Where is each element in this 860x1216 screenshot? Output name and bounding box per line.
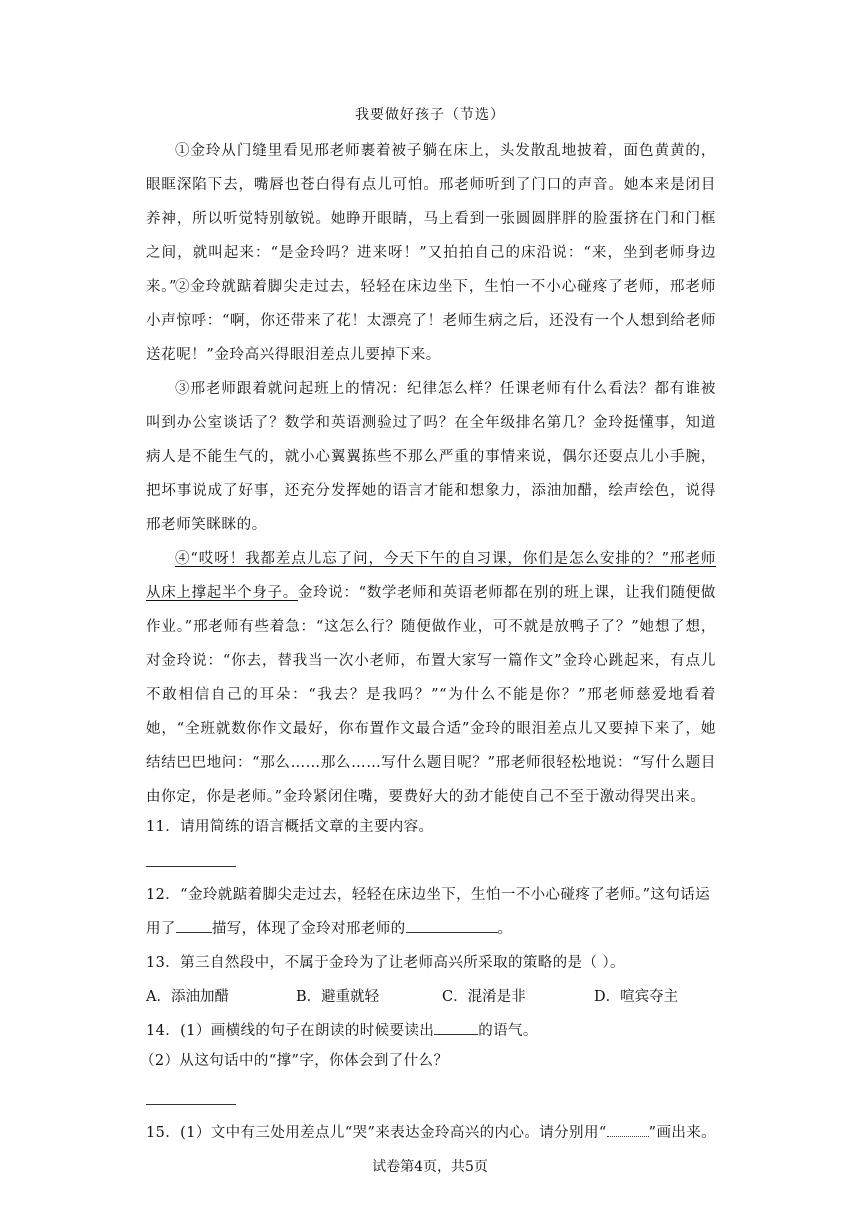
paragraph-1: ①金玲从门缝里看见邢老师裹着被子躺在床上，头发散乱地披着，面色黄黄的，眼眶深陷下去，嘴唇也苍白得有点儿可怕。邢老师听到了门口的声音。她本来是闭目养神，所以听觉特别敏锐。她睁开眼睛，马上看到一张圆圆胖胖的脸蛋挤在门和门框之间，就叫起来：“是金玲吗？进来呀！”又拍拍自己的床沿说：“来，坐到老师身边来。” bbox=[146, 143, 716, 295]
option-b[interactable]: B．避重就轻 bbox=[296, 989, 380, 1005]
question-13: 13．第三自然段中，不属于金玲为了让老师高兴所采取的策略的是（ ）。 bbox=[146, 955, 625, 971]
blank-12-a[interactable] bbox=[176, 918, 212, 933]
answer-line-14[interactable] bbox=[146, 1104, 236, 1105]
question-14-1 bbox=[146, 1014, 726, 1048]
question-15-text-a: 15．(1）文中有三处用差点儿“哭”来表达金玲高兴的内心。请分别用“ bbox=[146, 1125, 607, 1141]
page-footer: 试卷第4页，共5页 bbox=[372, 1159, 488, 1175]
question-12-text-a: 12．“金玲就踮着脚尖走过去，轻轻在床边坐下，生怕一不小心碰疼了老师。”这句话运用了 bbox=[146, 887, 711, 937]
paragraph-4 bbox=[146, 542, 716, 814]
option-a[interactable]: A．添油加醋 bbox=[146, 989, 229, 1005]
paragraph-4-rest: 金玲说：“数学老师和英语老师都在别的班上课，让我们随便做作业。”邢老师有些着急：“这怎么行？随便做作业，可不就是放鸭子了？”她想了想，对金玲说：“你去，替我当一次小老师，布置大家写一篇作文”金玲心跳起来，有点儿不敢相信自己的耳朵：“我去？是我吗？”“为什么不能是你？”邢老师慈爱地看着她，“全班就数你作文最好，你布置作文最合适”金玲的眼泪差点儿又要掉下来了，她结结巴巴地问：“那么……那么……写什么题目呢？”邢老师很轻松地说：“写什么题目由你定，你是老师。”金玲紧闭住嘴，要费好大的劲才能使自己不至于激动得哭出来。 bbox=[146, 585, 716, 805]
marking-sample bbox=[607, 1122, 649, 1137]
question-15-text-b: ”画出来。 bbox=[648, 1125, 717, 1141]
option-c[interactable]: C．混淆是非 bbox=[442, 989, 526, 1005]
question-12 bbox=[146, 878, 718, 946]
option-d[interactable]: D．喧宾夺主 bbox=[594, 989, 679, 1005]
question-14-1-text-b: 的语气。 bbox=[478, 1023, 538, 1039]
blank-14[interactable] bbox=[434, 1020, 478, 1035]
question-12-text-c: 。 bbox=[497, 921, 513, 937]
passage-title: 我要做好孩子（节选） bbox=[355, 107, 505, 123]
paragraph-2: ②金玲就踮着脚尖走过去，轻轻在床边坐下，生怕一不小心碰疼了老师，邢老师小声惊呼：“啊，你还带来了花！太漂亮了！老师生病之后，还没有一个人想到给老师送花呢！”金玲高兴得眼泪差点儿要掉下来。 bbox=[146, 279, 716, 363]
question-15 bbox=[146, 1116, 726, 1150]
question-11: 11．请用简练的语言概括文章的主要内容。 bbox=[146, 819, 434, 835]
question-14-2: （2）从这句话中的“撑”字，你体会到了什么？ bbox=[140, 1053, 449, 1069]
question-14-1-text-a: 14．(1）画横线的句子在朗读的时候要读出 bbox=[146, 1023, 435, 1039]
paragraph-3: ③邢老师跟着就问起班上的情况：纪律怎么样？任课老师有什么看法？都有谁被叫到办公室谈话了？数学和英语测验过了吗？在全年级排名第几？金玲挺懂事，知道病人是不能生气的，就小心翼翼拣些不那么严重的事情来说，偶尔还耍点儿小手腕，把坏事说成了好事，还充分发挥她的语言才能和想象力，添油加醋，绘声绘色，说得邢老师笑眯眯的。 bbox=[146, 381, 716, 533]
blank-12-b[interactable] bbox=[406, 918, 498, 933]
answer-line-11[interactable] bbox=[146, 866, 236, 867]
question-12-text-b: 描写，体现了金玲对邢老师的 bbox=[211, 921, 406, 937]
underlined-sentence: ④“哎呀！我都差点儿忘了问，今天下午的自习课，你们是怎么安排的？”邢老师从床上撑起半个身子。 bbox=[146, 551, 716, 601]
